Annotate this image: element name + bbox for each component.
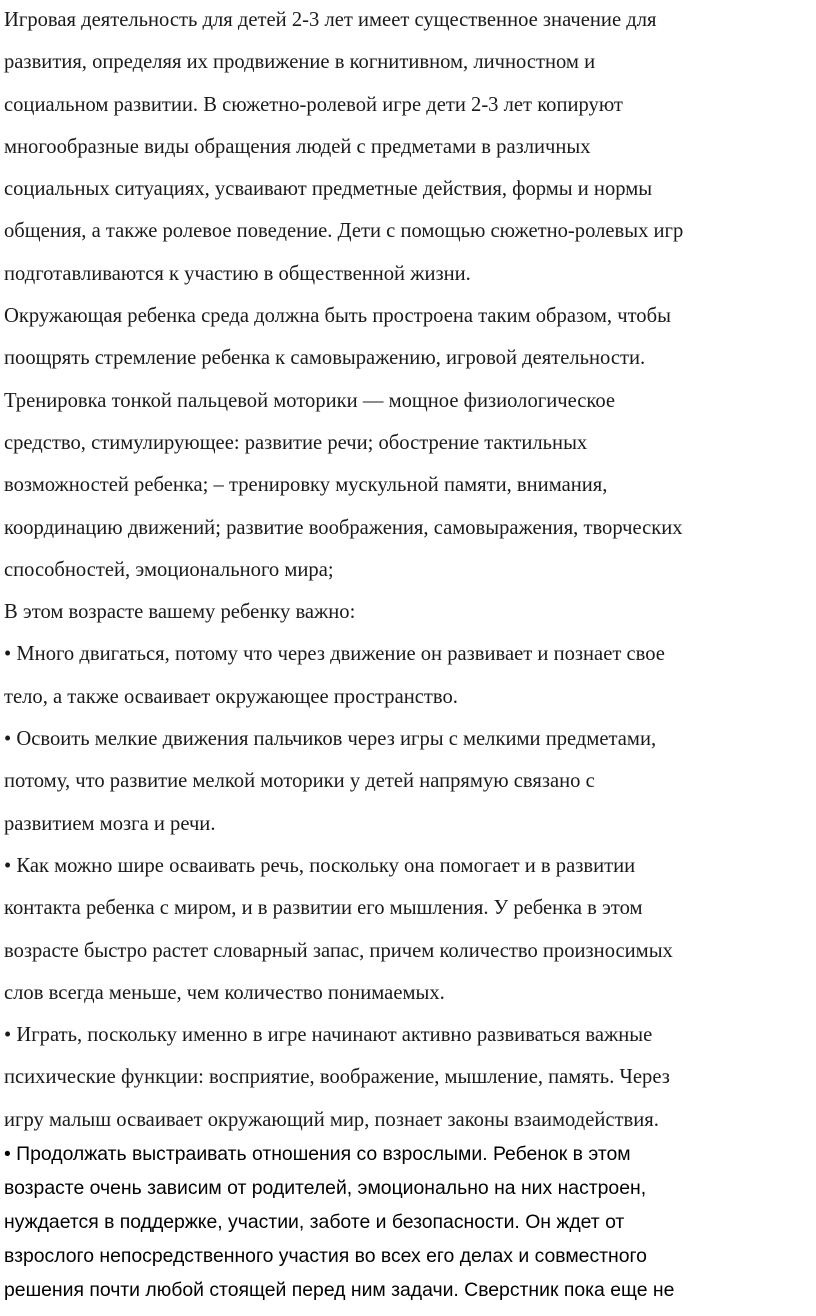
text-line: развития, определяя их продвижение в когнитивном, личностном и	[4, 51, 596, 74]
text-line: возрасте быстро растет словарный запас, причем количество произносимых	[4, 939, 673, 962]
bullet-line: • Играть, поскольку именно в игре начинают активно развиваться важные	[4, 1024, 653, 1047]
text-line: решения почти любой стоящей перед ним задачи. Сверстник пока еще не	[4, 1279, 675, 1301]
text-line: нуждается в поддержке, участии, заботе и безопасности. Он ждет от	[4, 1211, 625, 1233]
text-line: общения, а также ролевое поведение. Дети с помощью сюжетно-ролевых игр	[4, 220, 684, 243]
sans-text-block	[4, 1137, 814, 1307]
text-line: возможностей ребенка; – тренировку мускульной памяти, внимания,	[4, 474, 608, 497]
text-line: Окружающая ребенка среда должна быть простроена таким образом, чтобы	[4, 305, 671, 328]
text-line: поощрять стремление ребенка к самовыражению, игровой деятельности.	[4, 347, 646, 370]
text-line: контакта ребенка с миром, и в развитии его мышления. У ребенка в этом	[4, 897, 643, 920]
text-line: возрасте очень зависим от родителей, эмоционально на них настроен,	[4, 1177, 647, 1199]
text-line: игру малыш осваивает окружающий мир, познает законы взаимодействия.	[4, 1108, 659, 1131]
text-line: подготавливаются к участию в общественной жизни.	[4, 262, 471, 285]
text-line: потому, что развитие мелкой моторики у детей напрямую связано с	[4, 770, 595, 793]
text-line: Тренировка тонкой пальцевой моторики — мощное физиологическое	[4, 389, 616, 412]
text-line: взрослого непосредственного участия во всех его делах и совместного	[4, 1245, 647, 1267]
text-line: В этом возрасте вашему ребенку важно:	[4, 601, 356, 624]
bullet-line: • Много двигаться, потому что через движение он развивает и познает свое	[4, 643, 665, 666]
text-line: средство, стимулирующее: развитие речи; обострение тактильных	[4, 431, 588, 454]
bullet-line: • Продолжать выстраивать отношения со взрослыми. Ребенок в этом	[4, 1143, 631, 1165]
text-line: многообразные виды обращения людей с предметами в различных	[4, 135, 591, 158]
text-line: психические функции: восприятие, воображение, мышление, память. Через	[4, 1066, 670, 1089]
text-line: социальном развитии. В сюжетно-ролевой игре дети 2-3 лет копируют	[4, 93, 623, 116]
text-line: развитием мозга и речи.	[4, 812, 216, 835]
serif-text-block	[4, 0, 814, 1141]
text-line: координацию движений; развитие воображения, самовыражения, творческих	[4, 516, 683, 539]
text-line: социальных ситуациях, усваивают предметные действия, формы и нормы	[4, 178, 653, 201]
text-line: Игровая деятельность для детей 2-3 лет имеет существенное значение для	[4, 9, 657, 31]
text-line: слов всегда меньше, чем количество понимаемых.	[4, 981, 445, 1004]
bullet-line: • Освоить мелкие движения пальчиков через игры с мелкими предметами,	[4, 728, 657, 751]
text-line: способностей, эмоционального мира;	[4, 558, 334, 581]
bullet-line: • Как можно шире осваивать речь, поскольку она помогает и в развитии	[4, 854, 636, 877]
text-line: тело, а также осваивает окружающее пространство.	[4, 685, 458, 708]
